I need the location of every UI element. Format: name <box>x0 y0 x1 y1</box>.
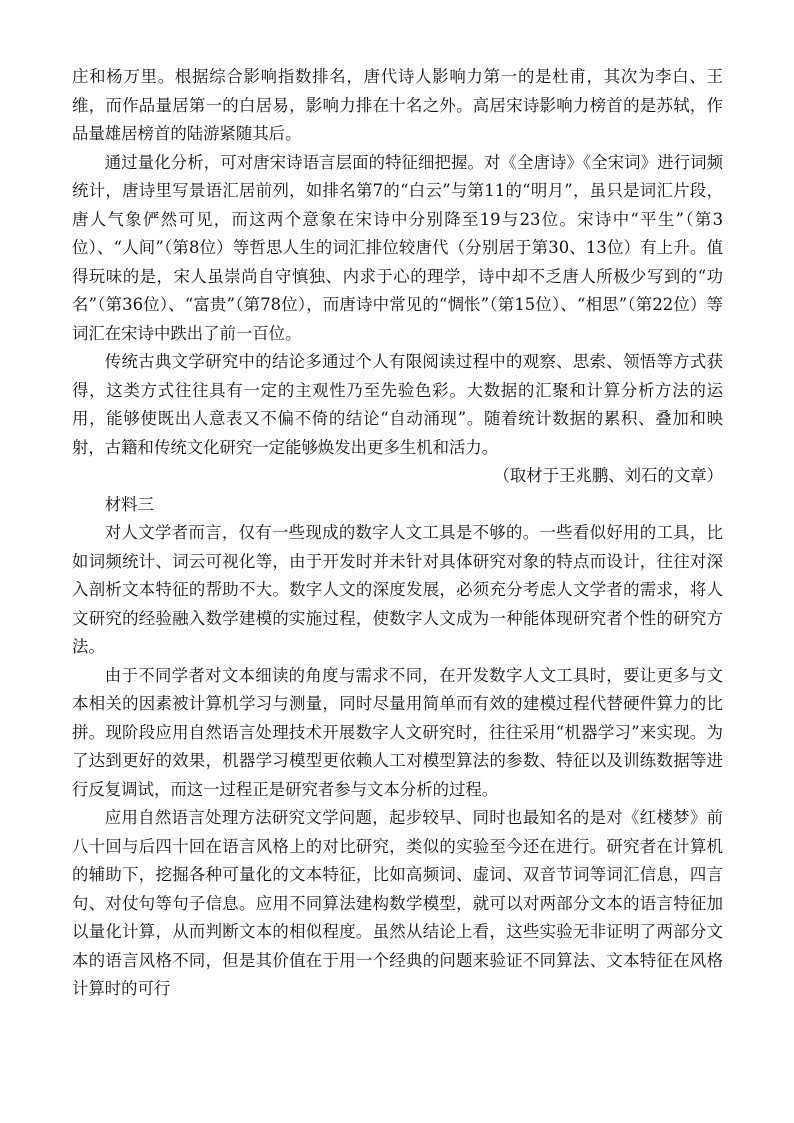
paragraph-traditional-research: 传统古典文学研究中的结论多通过个人有限阅读过程中的观察、思索、领悟等方式获得，这类方式往往具有一定的主观性乃至先验色彩。大数据的汇聚和计算分析方法的运用，能够使既出人意表又不偏不倚的结论“自动涌现”。随着统计数据的累积、叠加和映射，古籍和传统文化研究一定能够焕发出更多生机和活力。 <box>72 352 723 457</box>
section-heading-material-three: 材料三 <box>104 494 154 514</box>
paragraph-machine-learning: 由于不同学者对文本细读的角度与需求不同，在开发数字人文工具时，要让更多与文本相关的因素被计算机学习与测量，同时尽量用简单而有效的建模过程代替硬件算力的比拼。现阶段应用自然语言处理技术开展数字人文研究时，往往采用“机器学习”来实现。为了达到更好的效果，机器学习模型更依赖人工对模型算法的参数、特征以及训练数据等进行反复调试，而这一过程正是研究者参与文本分析的过程。 <box>72 665 723 799</box>
paragraph-continued: 庄和杨万里。根据综合影响指数排名，唐代诗人影响力第一的是杜甫，其次为李白、王维，而作品量居第一的白居易，影响力排在十名之外。高居宋诗影响力榜首的是苏轼，作品量雄居榜首的陆游紧随其后。 <box>72 67 723 143</box>
document-body <box>72 63 723 1004</box>
paragraph-nlp-literature: 应用自然语言处理方法研究文学问题，起步较早、同时也最知名的是对《红楼梦》前八十回与后四十回在语言风格上的对比研究，类似的实验至今还在进行。研究者在计算机的辅助下，挖掘各种可量化的文本特征，比如高频词、虚词、双音节词等词汇信息，四言句、对仗句等句子信息。应用不同算法建构数学模型，就可以对两部分文本的语言特征加以量化计算，从而判断文本的相似程度。虽然从结论上看，这些实验无非证明了两部分文本的语言风格不同，但是其价值在于用一个经典的问题来验证不同算法、文本特征在风格计算时的可行 <box>72 808 723 998</box>
paragraph-humanities-scholars: 对人文学者而言，仅有一些现成的数字人文工具是不够的。一些看似好用的工具，比如词频统计、词云可视化等，由于开发时并未针对具体研究对象的特点而设计，往往对深入剖析文本特征的帮助不大。数字人文的深度发展，必须充分考虑人文学者的需求，将人文研究的经验融入数学建模的实施过程，使数字人文成为一种能体现研究者个性的研究方法。 <box>72 523 723 656</box>
source-citation: （取材于王兆鹏、刘石的文章） <box>493 466 723 485</box>
paragraph-quantitative-analysis: 通过量化分析，可对唐宋诗语言层面的特征细把握。对《全唐诗》《全宋词》进行词频统计，唐诗里写景语汇居前列，如排名第7的“白云”与第11的“明月”，虽只是词汇片段，唐人气象俨然可见，而这两个意象在宋诗中分别降至19与23位。宋诗中“平生”（第3位）、“人间”（第8位）等哲思人生的词汇排位较唐代（分别居于第30、13位）有上升。值得玩味的是，宋人虽崇尚自守慎独、内求于心的理学，诗中却不乏唐人所极少写到的“功名”（第36位）、“富贵”（第78位），而唐诗中常见的“惆怅”（第15位）、“相思”（第22位）等词汇在宋诗中跌出了前一百位。 <box>72 152 723 343</box>
